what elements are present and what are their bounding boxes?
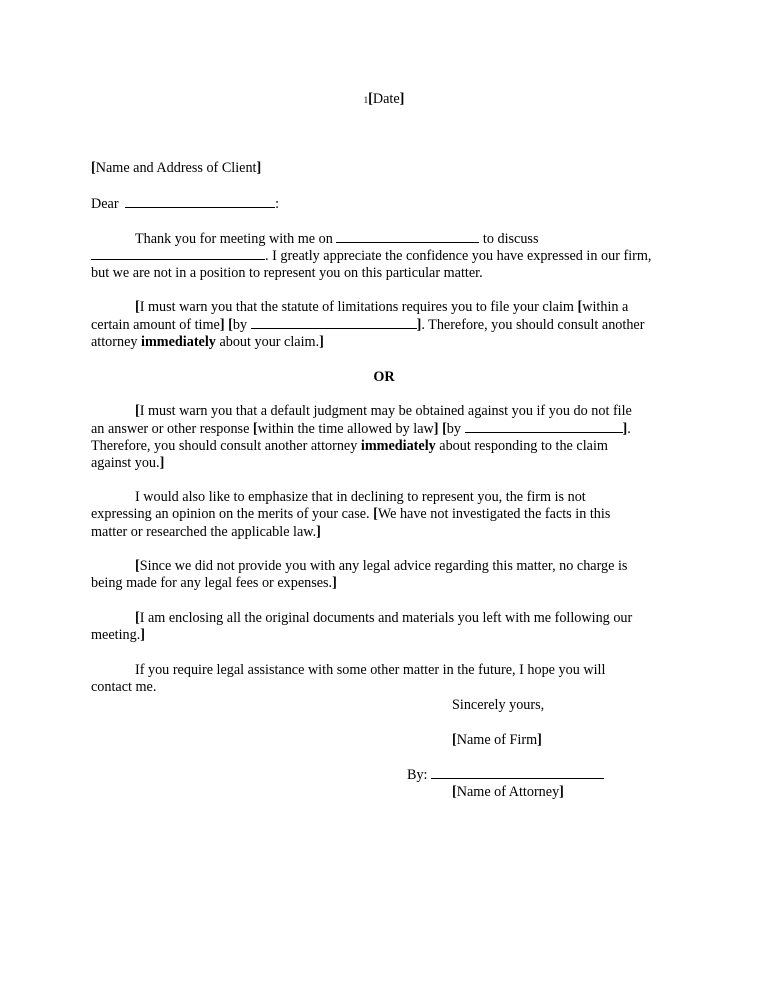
emphasis-immediately: immediately	[360, 437, 436, 454]
paragraph-statute-warning	[91, 299, 676, 351]
bracket-close: ]	[159, 455, 165, 472]
signature-blank	[431, 766, 604, 779]
bracket-open: [	[577, 299, 583, 315]
recipient-blank	[125, 195, 275, 208]
p3-text-c: within the time allowed by law	[257, 421, 434, 438]
salutation	[91, 195, 676, 213]
response-deadline-blank	[465, 420, 623, 433]
p2-text-a: I must warn you that the statute of limitations requires you to file your claim	[139, 299, 574, 315]
p3-text-d: by	[446, 421, 461, 438]
bracket-open: [	[135, 558, 140, 574]
bracket-close: ]	[537, 732, 542, 748]
bracket-close: ]	[316, 523, 321, 540]
meeting-topic-blank	[91, 247, 265, 260]
p6-text-a: I am enclosing all the original documents and materials you left with me following our	[139, 610, 633, 626]
signature-line	[407, 766, 707, 784]
closing	[452, 697, 702, 714]
p3-text-h: about responding to the claim	[439, 437, 608, 454]
bracket-close: ]	[140, 627, 145, 644]
paragraph-no-opinion	[91, 489, 676, 541]
p3-text-i: against you.	[91, 455, 160, 472]
p3-text-a: I must warn you that a default judgment may be obtained against you if you do not file	[139, 403, 632, 419]
bracket-close: ]	[332, 575, 337, 592]
p3-text-e: .	[627, 421, 631, 438]
bracket-open: [	[373, 506, 378, 523]
p4-text-c: We have not investigated the facts in this	[377, 506, 611, 523]
firm-placeholder: Name of Firm	[456, 732, 538, 748]
bracket-close: ]	[622, 421, 628, 438]
p4-text-b: expressing an opinion on the merits of your case.	[91, 506, 370, 523]
p5-text-a: Since we did not provide you with any legal advice regarding this matter, no charge is	[139, 558, 628, 574]
bracket-open: [	[368, 91, 373, 107]
meeting-date-blank	[336, 230, 479, 243]
emphasis-immediately: immediately	[141, 333, 216, 350]
salutation-text: Dear	[91, 196, 119, 212]
bracket-open: [	[135, 299, 140, 315]
paragraph-default-judgment	[91, 403, 676, 473]
paragraph-future-matters	[91, 662, 676, 697]
p7-text-a: If you require legal assistance with some other matter in the future, I hope you will	[135, 662, 606, 678]
bracket-open: [	[452, 732, 457, 748]
bracket-close: ]	[433, 421, 439, 438]
p1-text-b: to discuss	[482, 231, 539, 247]
bracket-close: ]	[256, 160, 262, 176]
date-line	[0, 91, 768, 109]
paragraph-no-charge	[91, 558, 676, 593]
deadline-blank	[251, 316, 417, 329]
paragraph-enclosures	[91, 610, 676, 645]
client-address-line	[91, 160, 676, 177]
salutation-colon: :	[275, 196, 280, 212]
bracket-open: [	[252, 421, 258, 438]
client-placeholder: Name and Address of Client	[95, 160, 257, 176]
p1-text-a: Thank you for meeting with me on	[135, 231, 333, 247]
bracket-open: [	[442, 421, 447, 438]
bracket-close: ]	[559, 784, 564, 800]
bracket-open: [	[228, 317, 233, 334]
bracket-open: [	[135, 403, 140, 419]
date-placeholder: Date	[372, 91, 400, 107]
p2-text-h: about your claim.	[219, 333, 320, 350]
p5-text-b: being made for any legal fees or expenses.	[91, 575, 333, 592]
bracket-open: [	[452, 784, 457, 800]
bracket-open: [	[135, 610, 140, 626]
p7-text-b: contact me.	[91, 679, 157, 696]
p2-text-b: within a	[582, 299, 629, 315]
attorney-name-line	[452, 784, 702, 801]
p2-text-f: attorney	[91, 333, 138, 350]
bracket-close: ]	[319, 333, 324, 350]
bracket-close: ]	[399, 91, 405, 107]
firm-name-line	[452, 732, 702, 749]
by-label: By:	[407, 767, 428, 783]
p2-text-e: . Therefore, you should consult another	[421, 317, 645, 334]
p6-text-b: meeting.	[91, 627, 141, 644]
paragraph-meeting	[91, 230, 676, 282]
p4-text-a: I would also like to emphasize that in declining to represent you, the firm is not	[135, 489, 586, 505]
p2-text-d: by	[232, 317, 248, 334]
p1-text-d: but we are not in a position to represent you on this particular matter.	[91, 264, 483, 281]
bracket-close: ]	[416, 317, 422, 334]
p1-text-c: . I greatly appreciate the confidence you have expressed in our firm,	[265, 248, 652, 265]
p3-text-f: Therefore, you should consult another attorney	[91, 437, 358, 454]
footnote-number: 1	[363, 95, 369, 105]
or-separator	[0, 369, 768, 386]
p3-text-b: an answer or other response	[91, 421, 250, 438]
p4-text-d: matter or researched the applicable law.	[91, 523, 317, 540]
or-label: OR	[373, 369, 395, 385]
closing-text: Sincerely yours,	[452, 697, 545, 713]
bracket-close: ]	[219, 317, 225, 334]
attorney-placeholder: Name of Attorney	[456, 784, 560, 800]
bracket-open: [	[91, 160, 96, 176]
p2-text-c: certain amount of time	[91, 317, 220, 334]
